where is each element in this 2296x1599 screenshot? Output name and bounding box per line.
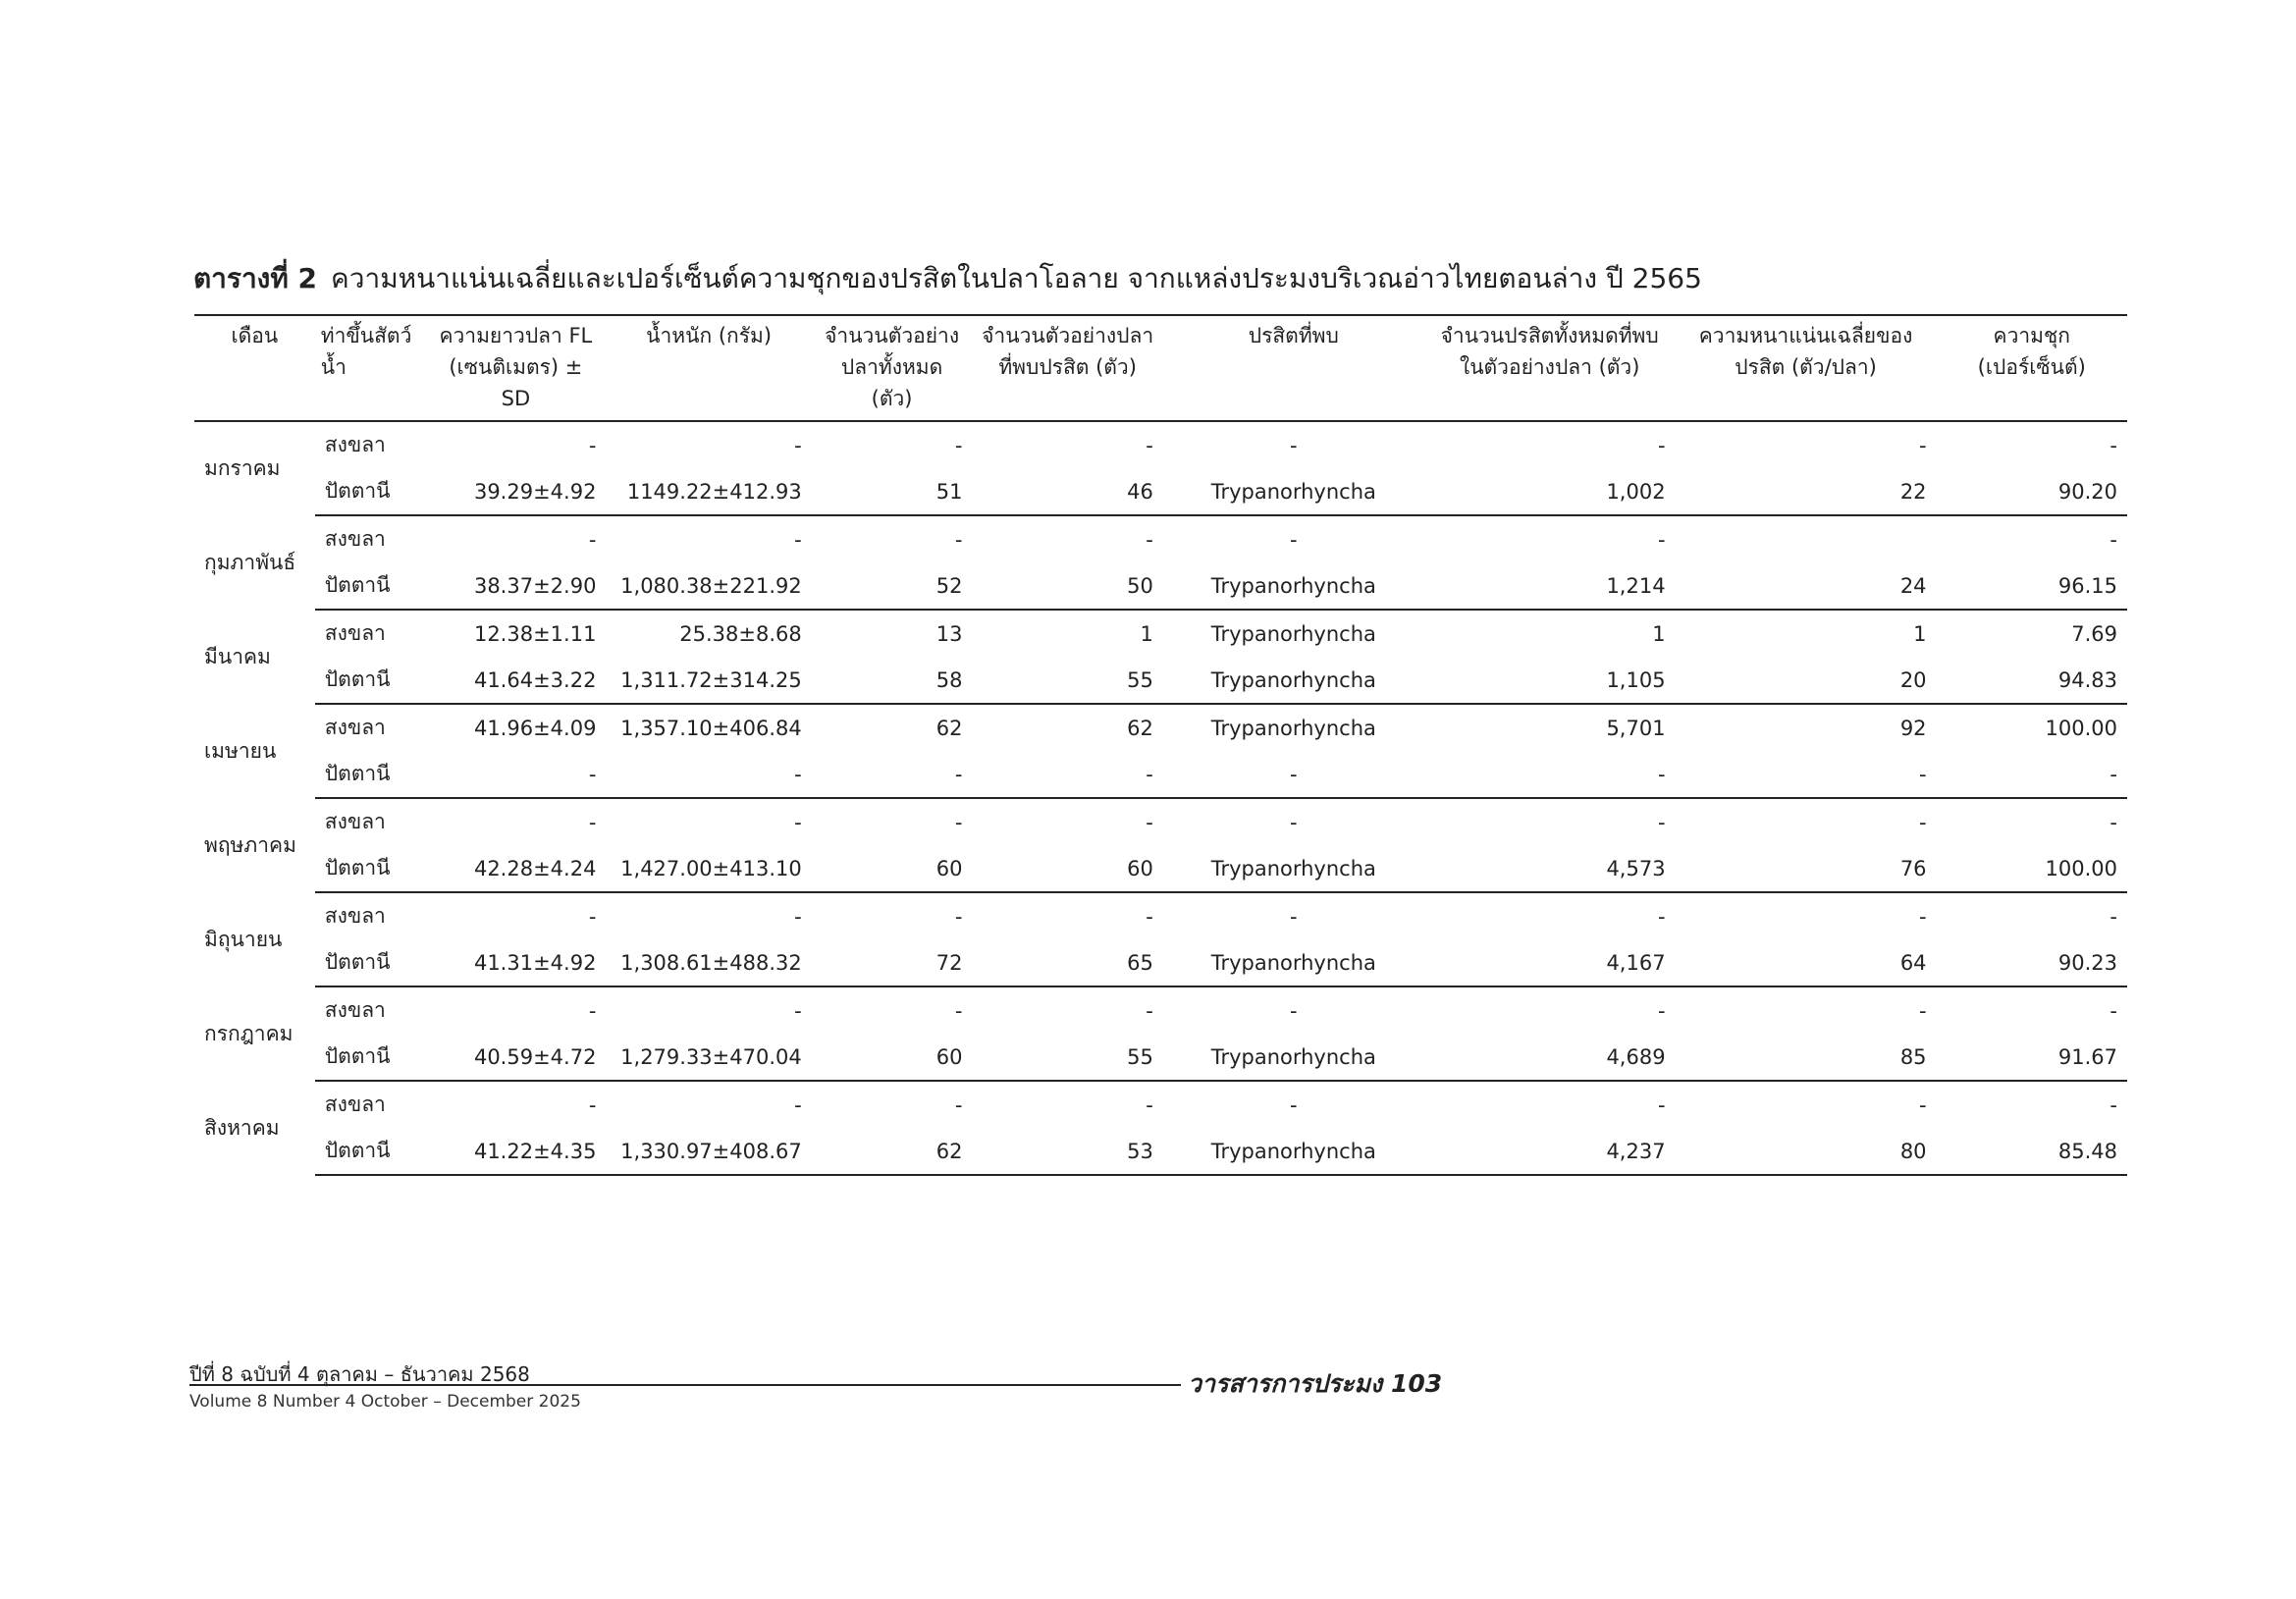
month-cell: มีนาคม [204, 644, 271, 668]
length-cell: - [588, 433, 597, 457]
total-fish-cell: - [954, 527, 963, 552]
total-parasite-cell: - [1657, 527, 1666, 552]
parasite-cell: Trypanorhyncha [1163, 468, 1424, 515]
table-row [194, 751, 2127, 798]
weight-cell: 1149.22±412.93 [606, 468, 811, 515]
port-cell: ปัตตานี [315, 657, 426, 704]
table-row [194, 1128, 2127, 1175]
port-cell: ปัตตานี [315, 939, 426, 986]
parasite-cell: Trypanorhyncha [1163, 1128, 1424, 1175]
length-cell: - [588, 1093, 597, 1117]
prevalence-cell: - [1937, 751, 2127, 798]
mean-intensity-cell: - [1918, 810, 1927, 834]
infected-fish-cell: 46 [972, 468, 1162, 515]
parasite-cell: Trypanorhyncha [1163, 845, 1424, 892]
table-row [194, 515, 2127, 562]
port-cell: ปัตตานี [315, 1034, 426, 1081]
mean-intensity-cell: 1 [1913, 621, 1927, 646]
weight-cell: 25.38±8.68 [679, 621, 802, 646]
length-cell: - [425, 751, 606, 798]
length-cell: 40.59±4.72 [425, 1034, 606, 1081]
total-parasite-cell: 1 [1652, 621, 1666, 646]
weight-cell: - [794, 433, 802, 457]
header-port: ท่าขึ้นสัตว์น้ำ [315, 315, 426, 421]
length-cell: - [588, 904, 597, 929]
header-length: ความยาวปลา FL (เซนติเมตร) ± SD [425, 315, 606, 421]
total-parasite-cell: - [1657, 998, 1666, 1023]
header-parasite: ปรสิตที่พบ [1163, 315, 1424, 421]
port-cell: ปัตตานี [315, 468, 426, 515]
total-fish-cell: 60 [812, 845, 973, 892]
parasite-cell: Trypanorhyncha [1163, 562, 1424, 610]
header-mean-intensity: ความหนาแน่นเฉลี่ยของปรสิต (ตัว/ปลา) [1676, 315, 1937, 421]
length-cell: 41.22±4.35 [425, 1128, 606, 1175]
prevalence-cell: - [2109, 810, 2117, 834]
header-weight: น้ำหนัก (กรัม) [606, 315, 811, 421]
weight-cell: 1,308.61±488.32 [606, 939, 811, 986]
weight-cell: - [794, 904, 802, 929]
prevalence-cell: - [2109, 433, 2117, 457]
length-cell: 12.38±1.11 [473, 621, 597, 646]
total-parasite-cell: - [1657, 810, 1666, 834]
parasite-cell: - [1290, 904, 1298, 929]
prevalence-cell: 7.69 [2071, 621, 2117, 646]
parasite-cell: - [1290, 433, 1298, 457]
mean-intensity-cell: 20 [1676, 657, 1937, 704]
total-parasite-cell: - [1657, 433, 1666, 457]
table-row [194, 892, 2127, 939]
header-total-fish: จำนวนตัวอย่างปลาทั้งหมด (ตัว) [812, 315, 973, 421]
infected-fish-cell: - [1146, 527, 1153, 552]
port-cell: สงขลา [324, 810, 386, 833]
infected-fish-cell: - [1146, 433, 1153, 457]
footer-issue-en: Volume 8 Number 4 October – December 2025 [189, 1392, 581, 1412]
prevalence-cell: 100.00 [1937, 845, 2127, 892]
parasite-cell: Trypanorhyncha [1163, 657, 1424, 704]
infected-fish-cell: 53 [972, 1128, 1162, 1175]
month-cell: กุมภาพันธ์ [204, 550, 296, 574]
mean-intensity-cell: - [1918, 1093, 1927, 1117]
table-row [194, 610, 2127, 657]
total-parasite-cell: 4,237 [1424, 1128, 1676, 1175]
mean-intensity-cell: 80 [1676, 1128, 1937, 1175]
total-fish-cell: 52 [812, 562, 973, 610]
table-title: ความหนาแน่นเฉลี่ยและเปอร์เซ็นต์ความชุกของปรสิตในปลาโอลาย จากแหล่งประมงบริเวณอ่าวไทยตอนล่าง ปี 2565 [331, 262, 1702, 294]
table-row [194, 845, 2127, 892]
total-parasite-cell: - [1424, 751, 1676, 798]
total-parasite-cell: 1,214 [1424, 562, 1676, 610]
parasite-cell: Trypanorhyncha [1210, 621, 1376, 646]
table-row [194, 1081, 2127, 1128]
mean-intensity-cell: 24 [1676, 562, 1937, 610]
parasite-cell: - [1290, 998, 1298, 1023]
total-parasite-cell: 4,573 [1424, 845, 1676, 892]
header-prevalence: ความชุก (เปอร์เซ็นต์) [1937, 315, 2127, 421]
month-cell: มิถุนายน [204, 927, 283, 951]
weight-cell: 1,357.10±406.84 [620, 716, 802, 740]
mean-intensity-cell: - [1918, 433, 1927, 457]
total-fish-cell: 58 [812, 657, 973, 704]
table-row [194, 986, 2127, 1034]
infected-fish-cell: 65 [972, 939, 1162, 986]
month-cell: พฤษภาคม [204, 832, 296, 857]
port-cell: สงขลา [324, 527, 386, 551]
total-fish-cell: 60 [812, 1034, 973, 1081]
weight-cell: 1,311.72±314.25 [606, 657, 811, 704]
infected-fish-cell: - [1146, 810, 1153, 834]
header-total-parasite: จำนวนปรสิตทั้งหมดที่พบในตัวอย่างปลา (ตัว) [1424, 315, 1676, 421]
total-parasite-cell: - [1657, 1093, 1666, 1117]
port-cell: สงขลา [324, 621, 386, 645]
parasite-table [194, 314, 2127, 1176]
port-cell: ปัตตานี [315, 562, 426, 610]
footer-rule [189, 1384, 1181, 1386]
port-cell: สงขลา [324, 904, 386, 928]
infected-fish-cell: 60 [972, 845, 1162, 892]
table-row [194, 704, 2127, 751]
mean-intensity-cell: 76 [1676, 845, 1937, 892]
port-cell: สงขลา [324, 998, 386, 1022]
length-cell: 42.28±4.24 [425, 845, 606, 892]
mean-intensity-cell [1676, 515, 1937, 562]
table-row [194, 657, 2127, 704]
port-cell: ปัตตานี [315, 845, 426, 892]
mean-intensity-cell: 92 [1899, 716, 1927, 740]
weight-cell: 1,330.97±408.67 [606, 1128, 811, 1175]
infected-fish-cell: 1 [1140, 621, 1153, 646]
port-cell: สงขลา [324, 433, 386, 456]
parasite-cell: - [1290, 1093, 1298, 1117]
table-row [194, 939, 2127, 986]
length-cell: 38.37±2.90 [425, 562, 606, 610]
weight-cell: 1,080.38±221.92 [606, 562, 811, 610]
prevalence-cell: 90.20 [1937, 468, 2127, 515]
infected-fish-cell: 55 [972, 657, 1162, 704]
weight-cell: - [794, 1093, 802, 1117]
mean-intensity-cell: 64 [1676, 939, 1937, 986]
infected-fish-cell: 62 [1127, 716, 1153, 740]
port-cell: สงขลา [324, 1093, 386, 1116]
length-cell: - [588, 810, 597, 834]
length-cell: - [588, 527, 597, 552]
infected-fish-cell: 55 [972, 1034, 1162, 1081]
total-fish-cell: 62 [935, 716, 963, 740]
prevalence-cell: - [2109, 904, 2117, 929]
total-fish-cell: - [954, 433, 963, 457]
prevalence-cell: - [2109, 527, 2117, 552]
infected-fish-cell: - [1146, 904, 1153, 929]
parasite-cell: Trypanorhyncha [1210, 716, 1376, 740]
weight-cell: - [794, 527, 802, 552]
weight-cell: 1,427.00±413.10 [606, 845, 811, 892]
footer-issue-th: ปีที่ 8 ฉบับที่ 4 ตุลาคม – ธันวาคม 2568 [189, 1362, 530, 1386]
header-row [194, 315, 2127, 421]
total-parasite-cell: 4,167 [1424, 939, 1676, 986]
prevalence-cell: 96.15 [1937, 562, 2127, 610]
table-label: ตารางที่ 2 [193, 262, 318, 294]
table-row [194, 468, 2127, 515]
weight-cell: 1,279.33±470.04 [606, 1034, 811, 1081]
mean-intensity-cell: - [1918, 998, 1927, 1023]
footer-journal-page: วารสารการประมง 103 [1188, 1369, 1443, 1398]
infected-fish-cell: - [1146, 998, 1153, 1023]
prevalence-cell: 94.83 [1937, 657, 2127, 704]
total-fish-cell: - [954, 904, 963, 929]
table-row [194, 421, 2127, 468]
total-fish-cell: 72 [812, 939, 973, 986]
length-cell: 39.29±4.92 [425, 468, 606, 515]
total-parasite-cell: 5,701 [1606, 716, 1666, 740]
total-parasite-cell: - [1657, 904, 1666, 929]
month-cell: กรกฎาคม [204, 1021, 294, 1045]
length-cell: 41.31±4.92 [425, 939, 606, 986]
total-fish-cell: - [954, 998, 963, 1023]
weight-cell: - [606, 751, 811, 798]
length-cell: 41.96±4.09 [473, 716, 597, 740]
prevalence-cell: - [2109, 1093, 2117, 1117]
parasite-cell: - [1290, 810, 1298, 834]
total-fish-cell: 51 [812, 468, 973, 515]
total-fish-cell: 13 [935, 621, 963, 646]
prevalence-cell: 85.48 [1937, 1128, 2127, 1175]
parasite-cell: Trypanorhyncha [1163, 1034, 1424, 1081]
table-row [194, 1034, 2127, 1081]
infected-fish-cell: - [972, 751, 1162, 798]
table-caption [193, 257, 1702, 300]
table-row [194, 562, 2127, 610]
prevalence-cell: 90.23 [1937, 939, 2127, 986]
parasite-cell: - [1290, 527, 1298, 552]
mean-intensity-cell: 85 [1676, 1034, 1937, 1081]
total-fish-cell: - [812, 751, 973, 798]
total-fish-cell: 62 [812, 1128, 973, 1175]
infected-fish-cell: - [1146, 1093, 1153, 1117]
mean-intensity-cell: - [1676, 751, 1937, 798]
length-cell: - [588, 998, 597, 1023]
table-row [194, 798, 2127, 845]
total-parasite-cell: 1,002 [1424, 468, 1676, 515]
mean-intensity-cell: 22 [1676, 468, 1937, 515]
total-parasite-cell: 1,105 [1424, 657, 1676, 704]
header-month: เดือน [194, 315, 315, 421]
total-parasite-cell: 4,689 [1424, 1034, 1676, 1081]
length-cell: 41.64±3.22 [425, 657, 606, 704]
parasite-cell: Trypanorhyncha [1163, 939, 1424, 986]
total-fish-cell: - [954, 1093, 963, 1117]
weight-cell: - [794, 810, 802, 834]
mean-intensity-cell: - [1918, 904, 1927, 929]
port-cell: ปัตตานี [315, 751, 426, 798]
parasite-cell: - [1163, 751, 1424, 798]
weight-cell: - [794, 998, 802, 1023]
infected-fish-cell: 50 [972, 562, 1162, 610]
total-fish-cell: - [954, 810, 963, 834]
month-cell: เมษายน [204, 738, 277, 763]
header-infected-fish: จำนวนตัวอย่างปลาที่พบปรสิต (ตัว) [972, 315, 1162, 421]
month-cell: สิงหาคม [204, 1115, 280, 1140]
port-cell: สงขลา [324, 716, 386, 739]
month-cell: มกราคม [204, 456, 281, 480]
prevalence-cell: - [2109, 998, 2117, 1023]
port-cell: ปัตตานี [315, 1128, 426, 1175]
prevalence-cell: 100.00 [2045, 716, 2117, 740]
prevalence-cell: 91.67 [1937, 1034, 2127, 1081]
